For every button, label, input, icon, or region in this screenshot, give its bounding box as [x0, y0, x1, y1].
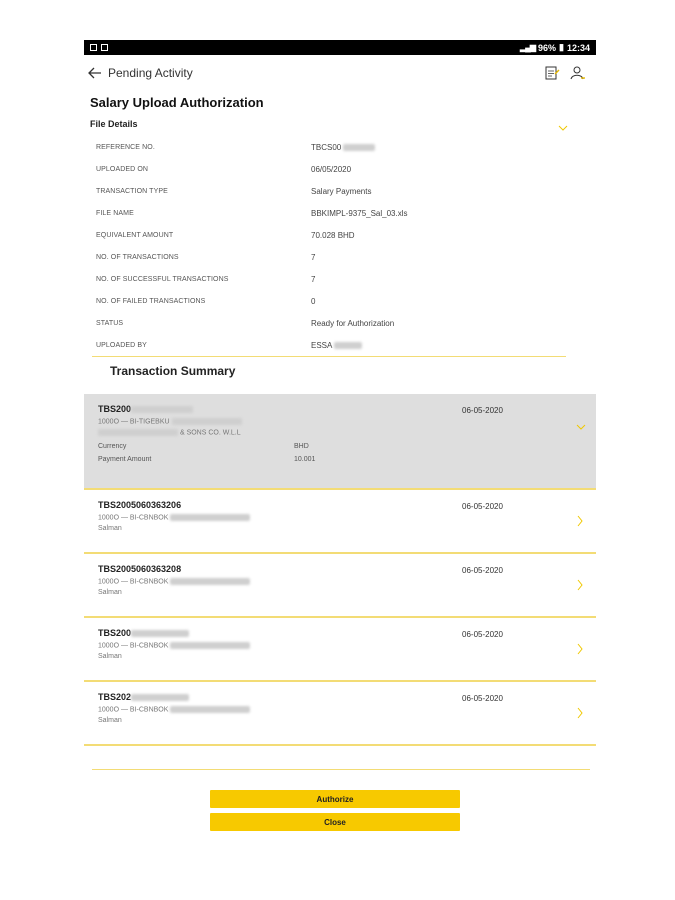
detail-key: TRANSACTION TYPE [96, 187, 168, 195]
detail-row [84, 202, 596, 224]
app-header [84, 55, 596, 91]
chevron-right-icon[interactable] [576, 642, 584, 654]
detail-key: EQUIVALENT AMOUNT [96, 231, 174, 239]
transaction-account: 1000O — BI-CBNBOK [98, 514, 582, 521]
currency-value: BHD [294, 442, 309, 450]
transaction-item[interactable] [84, 554, 596, 618]
divider [92, 769, 590, 770]
header-title: Pending Activity [108, 66, 193, 80]
document-edit-icon[interactable] [544, 65, 560, 86]
transaction-date: 06-05-2020 [462, 694, 503, 703]
transaction-name: Salman [98, 589, 122, 597]
detail-value: TBCS00 [311, 143, 375, 152]
chevron-down-icon[interactable] [576, 418, 584, 430]
transaction-item[interactable] [84, 490, 596, 554]
detail-value: Salary Payments [311, 186, 372, 196]
transaction-list [84, 394, 596, 746]
transaction-item[interactable] [84, 682, 596, 746]
currency-row [98, 443, 582, 450]
amount-label: Payment Amount [98, 455, 152, 463]
detail-key: UPLOADED BY [96, 341, 147, 349]
detail-row [84, 224, 596, 246]
detail-row [84, 334, 596, 356]
transaction-name: Salman [98, 653, 122, 661]
file-details-header[interactable] [84, 116, 596, 132]
transaction-account: 1000O — BI-CBNBOK [98, 578, 582, 585]
transaction-date: 06-05-2020 [462, 406, 503, 415]
divider [92, 356, 566, 357]
phone-screen [84, 40, 596, 850]
detail-value: 7 [311, 274, 316, 284]
transaction-ref: TBS202 [98, 692, 582, 702]
chevron-right-icon[interactable] [576, 514, 584, 526]
transaction-account: 1000O — BI-TIGEBKU [98, 418, 582, 425]
transaction-beneficiary: & SONS CO. W.L.L [98, 429, 582, 436]
detail-value: Ready for Authorization [311, 318, 395, 328]
page-title: Salary Upload Authorization [90, 95, 264, 110]
transaction-date: 06-05-2020 [462, 566, 503, 575]
transaction-date: 06-05-2020 [462, 630, 503, 639]
currency-label: Currency [98, 442, 127, 450]
file-details-list [84, 136, 596, 356]
detail-key: STATUS [96, 319, 124, 327]
status-bar [84, 40, 596, 55]
detail-value: BBKIMPL-9375_Sal_03.xls [311, 208, 408, 218]
transaction-name: Salman [98, 717, 122, 725]
clock: 12:34 [566, 42, 590, 53]
transaction-ref: TBS200 [98, 628, 582, 638]
detail-row [84, 312, 596, 334]
user-profile-icon[interactable] [570, 65, 586, 86]
detail-value: 7 [311, 252, 316, 262]
detail-value: 06/05/2020 [311, 164, 352, 174]
chevron-right-icon[interactable] [576, 578, 584, 590]
detail-row [84, 180, 596, 202]
detail-key: NO. OF TRANSACTIONS [96, 253, 179, 261]
signal-icon: ▂▄▆ [520, 43, 535, 52]
action-buttons [210, 790, 460, 836]
detail-key: NO. OF SUCCESSFUL TRANSACTIONS [96, 275, 229, 283]
detail-row [84, 290, 596, 312]
detail-row [84, 246, 596, 268]
chevron-right-icon[interactable] [576, 706, 584, 718]
amount-value: 10.001 [294, 455, 316, 463]
transaction-item[interactable] [84, 618, 596, 682]
detail-key: REFERENCE NO. [96, 143, 155, 151]
section-label: File Details [90, 119, 138, 129]
back-arrow-icon[interactable] [88, 66, 102, 80]
battery-percent: 96% [538, 42, 557, 53]
authorize-button[interactable]: Authorize [210, 790, 460, 808]
chevron-down-icon[interactable] [558, 119, 568, 129]
clipboard-notification-icon [101, 44, 108, 51]
transaction-item[interactable] [84, 394, 596, 490]
detail-value: 0 [311, 296, 316, 306]
detail-row [84, 136, 596, 158]
detail-value: 70.028 BHD [311, 230, 355, 240]
detail-key: FILE NAME [96, 209, 134, 217]
transaction-summary-title: Transaction Summary [110, 364, 236, 378]
detail-row [84, 268, 596, 290]
transaction-date: 06-05-2020 [462, 502, 503, 511]
transaction-account: 1000O — BI-CBNBOK [98, 706, 582, 713]
close-button[interactable]: Close [210, 813, 460, 831]
transaction-ref: TBS2005060363208 [98, 564, 182, 574]
transaction-name: Salman [98, 525, 122, 533]
transaction-ref: TBS2005060363206 [98, 500, 182, 510]
amount-row [98, 456, 582, 463]
detail-key: NO. OF FAILED TRANSACTIONS [96, 297, 206, 305]
transaction-account: 1000O — BI-CBNBOK [98, 642, 582, 649]
detail-key: UPLOADED ON [96, 165, 149, 173]
detail-value: ESSA [311, 341, 362, 350]
transaction-ref: TBS200 [98, 404, 582, 414]
image-notification-icon [90, 44, 97, 51]
detail-row [84, 158, 596, 180]
battery-icon: ▮ [559, 42, 564, 52]
